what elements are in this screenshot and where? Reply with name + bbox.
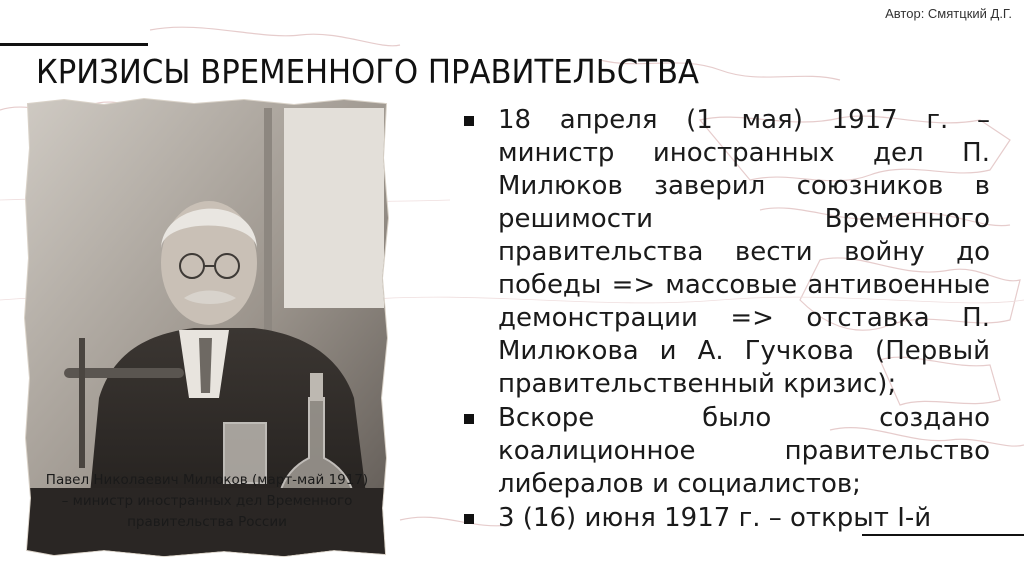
bullet-text: 3 (16) июня 1917 г. – открыт I-й [498, 503, 932, 533]
bullet-item [460, 502, 990, 535]
author-credit: Автор: Смятцкий Д.Г. [885, 6, 1012, 21]
caption-line-1: Павел Николаевич Милюков (март-май 1917) [45, 472, 369, 488]
bullet-list [460, 104, 990, 536]
slide-title: КРИЗИСЫ ВРЕМЕННОГО ПРАВИТЕЛЬСТВА [36, 52, 700, 91]
bottom-rule [862, 534, 1024, 536]
title-rule [0, 43, 148, 46]
square-bullet-icon [464, 514, 474, 524]
square-bullet-icon [464, 116, 474, 126]
bullet-item [460, 104, 990, 401]
bullet-text: Вскоре было создано коалиционное правительство либералов и социалистов; [498, 403, 990, 499]
caption-line-2: – министр иностранных дел Временного [61, 493, 353, 509]
square-bullet-icon [464, 414, 474, 424]
caption-line-3: правительства России [127, 514, 287, 530]
bullet-item [460, 402, 990, 501]
photo-caption [24, 470, 390, 533]
bullet-text: 18 апреля (1 мая) 1917 г. – министр иностранных дел П. Милюков заверил союзников в решимости Временного правительства вести войну до победы => массовые антивоенные демонстрации => отставка П. Милюкова и А. Гучкова (Первый правительственный кризис); [498, 105, 990, 399]
